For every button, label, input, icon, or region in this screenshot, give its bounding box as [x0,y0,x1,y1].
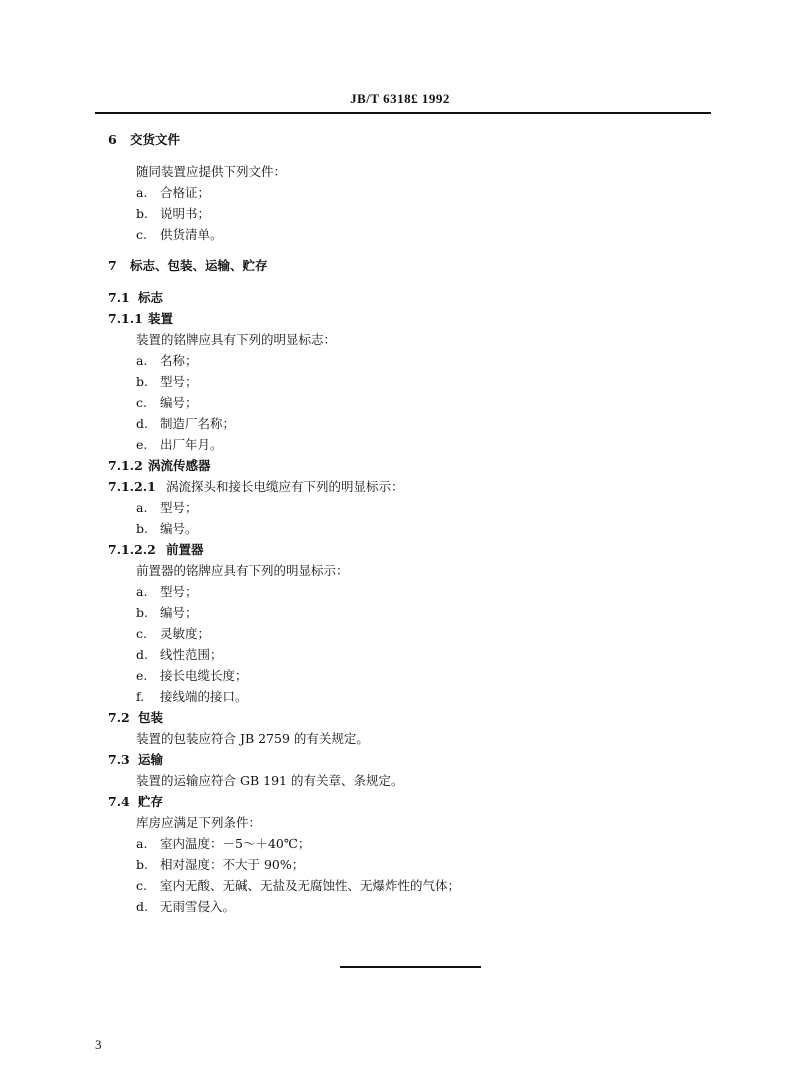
section-7-heading [108,258,268,274]
list-item: b. 编号； [136,605,198,620]
list-item: c. 编号； [136,395,198,410]
list-item: d. 制造厂名称； [136,416,236,431]
list-item: d. 无雨雪侵入。 [136,899,236,914]
section-7-1-heading: 7.1 标志 [108,290,164,305]
list-item: d. 线性范围； [136,647,223,662]
section-7-2-heading: 7.2 包装 [108,710,164,725]
section-6-heading [108,132,180,148]
list-item: b. 相对湿度：不大于 90%； [136,857,305,872]
list-item: e. 接长电缆长度； [136,668,248,683]
list-item: b. 编号。 [136,521,198,536]
end-of-document-rule [340,966,481,968]
section-7-1-2-2-heading: 7.1.2.2 前置器 [108,542,204,557]
section-7-1-1-intro: 装置的铭牌应具有下列的明显标志： [136,332,337,347]
standard-code-header: JB/T 6318£ 1992 [350,91,450,106]
list-item: a. 型号； [136,584,198,599]
section-7-1-1-heading: 7.1.1 装置 [108,311,174,326]
list-item: a. 室内温度：－5～＋40℃； [136,836,311,851]
list-item: f. 接线端的接口。 [136,689,248,704]
section-title: 标志、包装、运输、贮存 [130,258,268,273]
list-item: b. 型号； [136,374,198,389]
header-rule [95,112,711,114]
section-number: 6 [108,132,117,147]
section-7-1-2-1: 7.1.2.1 涡流探头和接长电缆应有下列的明显标示： [108,479,404,494]
section-title: 交货文件 [130,132,181,147]
list-item: c. 室内无酸、无碱、无盐及无腐蚀性、无爆炸性的气体； [136,878,461,893]
list-item: a. 名称； [136,353,198,368]
section-7-4-heading: 7.4 贮存 [108,794,164,809]
list-item: b. 说明书； [136,206,211,221]
list-item: c. 供货清单。 [136,227,223,242]
section-7-3-text: 装置的运输应符合 GB 191 的有关章、条规定。 [136,773,404,788]
section-6-intro: 随同装置应提供下列文件： [136,164,287,179]
section-7-2-text: 装置的包装应符合 JB 2759 的有关规定。 [136,731,369,746]
page-number: 3 [95,1037,102,1052]
list-item: e. 出厂年月。 [136,437,223,452]
section-7-1-2-2-intro: 前置器的铭牌应具有下列的明显标示： [136,563,349,578]
section-7-1-2-heading: 7.1.2 涡流传感器 [108,458,211,473]
section-7-3-heading: 7.3 运输 [108,752,164,767]
list-item: a. 合格证； [136,185,211,200]
list-item: a. 型号； [136,500,198,515]
section-number: 7 [108,258,117,273]
list-item: c. 灵敏度； [136,626,211,641]
section-7-4-intro: 库房应满足下列条件： [136,815,262,830]
